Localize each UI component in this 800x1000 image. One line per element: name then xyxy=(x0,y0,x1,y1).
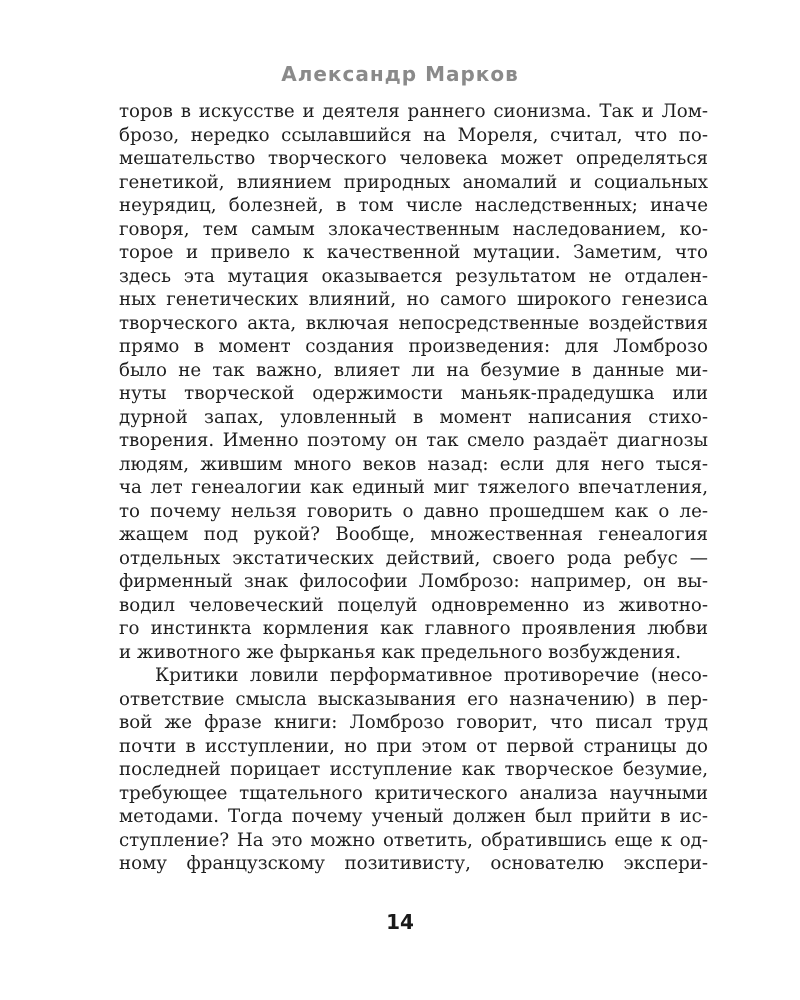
body-text xyxy=(119,100,708,876)
text-line: вой же фразе книги: Ломброзо говорит, что писал труд xyxy=(119,712,708,733)
text-line: то почему нельзя говорить о давно прошедшем как о ле- xyxy=(119,500,708,522)
text-line: ных генетических влияний, но самого широкого генезиса xyxy=(119,289,708,310)
text-line: Критики ловили перформативное противоречие (несо- xyxy=(155,665,708,686)
text-line: жащем под рукой? Вообще, множественная генеалогия xyxy=(119,524,708,545)
text-line: требующее тщательного критического анализа научными xyxy=(119,782,708,804)
text-line: ному французскому позитивисту, основателю экспери- xyxy=(119,853,708,874)
page-number: 14 xyxy=(386,910,414,934)
text-line: людям, жившим много веков назад: если для него тыся- xyxy=(119,453,708,475)
text-line: прямо в момент создания произведения: для Ломброзо xyxy=(119,336,708,357)
text-line: здесь эта мутация оказывается результатом не отдален- xyxy=(119,265,708,287)
text-line: было не так важно, влияет ли на безумие в данные ми- xyxy=(119,359,708,381)
text-line: ча лет генеалогии как единый миг тяжелого впечатления, xyxy=(119,477,708,498)
text-line: торое и привело к качественной мутации. Заметим, что xyxy=(119,242,708,263)
text-line: говоря, тем самым злокачественным наследованием, ко- xyxy=(119,218,708,240)
text-line: фирменный знак философии Ломброзо: например, он вы- xyxy=(119,571,708,592)
text-line: генетикой, влиянием природных аномалий и социальных xyxy=(119,171,708,193)
text-line: ответствие смысла высказывания его назначению) в пер- xyxy=(119,688,708,710)
text-line: го инстинкта кормления как главного проявления любви xyxy=(119,618,708,639)
text-line: мешательство творческого человека может определяться xyxy=(119,148,708,169)
text-line: и животного же фырканья как предельного возбуждения. xyxy=(119,641,682,663)
text-line: дурной запах, уловленный в момент написания стихо- xyxy=(119,406,708,428)
text-line: водил человеческий поцелуй одновременно из животно- xyxy=(119,594,708,616)
text-line: творения. Именно поэтому он так смело раздаёт диагнозы xyxy=(119,430,708,451)
text-line: торов в искусстве и деятеля раннего сионизма. Так и Лом- xyxy=(119,101,708,122)
text-line: нуты творческой одержимости маньяк-прадедушка или xyxy=(119,383,708,404)
text-line: неурядиц, болезней, в том числе наследственных; иначе xyxy=(119,195,708,216)
text-line: брозо, нередко ссылавшийся на Мореля, считал, что по- xyxy=(119,124,708,146)
text-line: творческого акта, включая непосредственные воздействия xyxy=(119,312,708,334)
text-line: отдельных экстатических действий, своего рода ребус — xyxy=(119,547,708,569)
text-line: методами. Тогда почему ученый должен был прийти в ис- xyxy=(119,806,708,827)
running-head-author: Александр Марков xyxy=(281,62,519,86)
text-line: ступление? На это можно ответить, обратившись еще к од- xyxy=(119,829,708,851)
text-line: почти в исступлении, но при этом от первой страницы до xyxy=(119,735,708,757)
text-line: последней порицает исступление как творческое безумие, xyxy=(119,759,708,780)
